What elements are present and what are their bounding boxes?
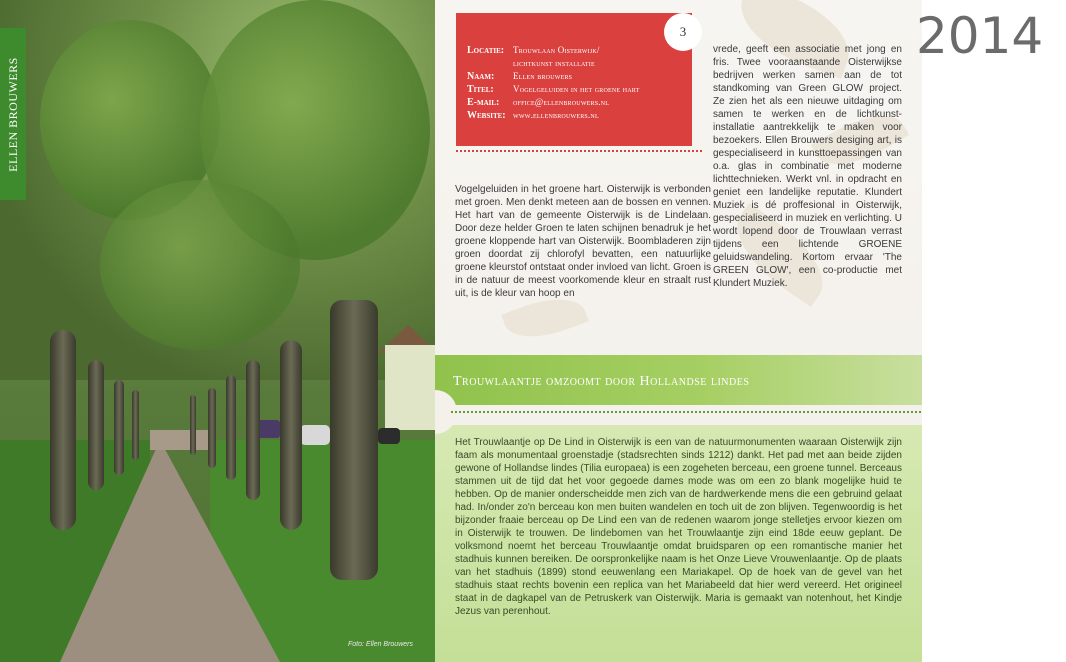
divider-dotted	[451, 411, 921, 413]
info-row-email	[467, 96, 640, 109]
info-label: Naam:	[467, 71, 495, 82]
tree-trunk	[190, 395, 196, 455]
house	[385, 345, 435, 430]
article-page	[435, 0, 922, 662]
car	[378, 428, 400, 444]
divider-dotted	[456, 150, 702, 152]
tree-trunk	[50, 330, 76, 530]
tree-trunk	[88, 360, 104, 490]
info-label: Website:	[467, 110, 506, 121]
tree-trunk	[132, 390, 139, 460]
tree-trunk	[226, 375, 236, 480]
tree-canopy	[100, 180, 300, 350]
info-row-titel	[467, 83, 640, 96]
info-label	[467, 57, 513, 70]
info-row-naam	[467, 70, 640, 83]
tree-trunk	[246, 360, 260, 500]
tree-trunk	[208, 388, 216, 468]
tree-avenue-photo	[0, 0, 435, 662]
author-side-tab-label: ELLEN BROUWERS	[5, 56, 20, 172]
info-row-locatie-cont	[467, 57, 640, 70]
email-link[interactable]: office@ellenbrouwers.nl	[513, 97, 610, 107]
cobblestone-path-far	[150, 430, 210, 450]
car	[258, 420, 280, 438]
car	[300, 425, 330, 445]
section-body: Het Trouwlaantje op De Lind in Oisterwijk is een van de natuurmonumenten waaraan Oisterwijk zijn faam als monumentaal groenstadje (stadsrechten sinds 1212) dankt. Het pad met aan beide zijden gewone of Hollandse lindes (Tilia europaea) is een zogeheten berceau, een groene tunnel. Berceaus stammen uit de tijd dat het voor gegoede dames mode was om een zo blank mogelijke huid te hebben. Op de manier onderscheidde men zich van de hardwerkende mens die een gebruind gelaat had. In/onder zo'n berceau kon men buiten wandelen en toch uit de zon blijven. Tegenwoordig is het bijzonder fraaie berceau op De Lind een van de redenen waarom jonge stelletjes ervoor kiezen om in Oisterwijk te trouwen. De lindebomen van het Trouwlaantje zijn eind 18de eeuw geplant. De volksmond noemt het berceau Trouwlaantje omdat bruidsparen op een romantische manier het stadhuis kunnen bereiken. De oorspronkelijke naam is het Onze Lieve Vrouwenlaantje. Op de plaats van het stadhuis (1899) stond eeuwenlang een Mariakapel. Op de hoek van de gevel van het stadhuis staat rechts bovenin een replica van het Mariabeeld dat hier werd vereerd. Het origineel staat in de dagkapel van de Petruskerk van Oisterwijk. Maria is gemaakt van notenhout, het Kindje Jezus van perenhout.	[455, 437, 902, 617]
info-row-website	[467, 109, 640, 122]
info-label: Locatie:	[467, 45, 505, 56]
info-value: Vogelgeluiden in het groene hart	[513, 84, 640, 94]
section-title: Trouwlaantje omzoomt door Hollandse lindes	[453, 374, 750, 389]
info-value: Trouwlaan Oisterwijk/	[513, 45, 600, 55]
article-column-left: Vogelgeluiden in het groene hart. Oisterwijk is verbonden met groen. Men denkt meteen aan de bossen en vennen. Het hart van de gemeente Oisterwijk is de Lindelaan. Door deze helder Groen te laten schijnen benadruk je het groene kloppende hart van Oisterwijk. Boombladeren zijn groen doordat zij chlorofyl bevatten, een natuurlijke groene kleurstof ontstaat onder invloed van licht. Groen is in de natuur de meest voorkomende kleur en straalt rust uit, is de kleur van hoop en	[455, 184, 711, 299]
info-rows	[467, 44, 640, 122]
info-value: Ellen brouwers	[513, 71, 573, 81]
author-side-tab	[0, 28, 26, 200]
photo-credit: Foto: Ellen Brouwers	[348, 641, 413, 648]
page-number: 3	[664, 13, 702, 51]
website-link[interactable]: www.ellenbrouwers.nl	[513, 110, 599, 120]
article-column-right: vrede, geeft een associatie met jong en fris. Twee vooraanstaande Oisterwijkse bedrijven werken samen aan de tot standkoming van Green GLOW project. Ze zien het als een nieuwe uitdaging om samen te werken en de lichtkunst-installatie aantrekkelijk te maken voor bezoekers. Ellen Brouwers desiging art, is gespecialiseerd in kunsttoepassingen van o.a. glas in combinatie met moderne lichttechnieken. Werkt vnl. in opdracht en geniet een landelijke reputatie. Klundert Muziek is dé proffesional in Oisterwijk, gespecialiseerd in muziek en verlichting. U wordt lopend door de Trouwlaan verrast tijdens een lichtende GROENE geluidswandeling. Kortom ervaar 'The GREEN GLOW', een co-productie met Klundert Muziek.	[713, 44, 902, 289]
year-label: 2014	[916, 7, 1044, 65]
tree-trunk	[280, 340, 302, 530]
info-row-locatie	[467, 44, 640, 57]
tree-trunk	[330, 300, 378, 580]
tree-trunk	[114, 380, 124, 475]
info-label: Titel:	[467, 84, 494, 95]
info-value: lichtkunst installatie	[513, 58, 595, 68]
info-label: E-mail:	[467, 97, 500, 108]
